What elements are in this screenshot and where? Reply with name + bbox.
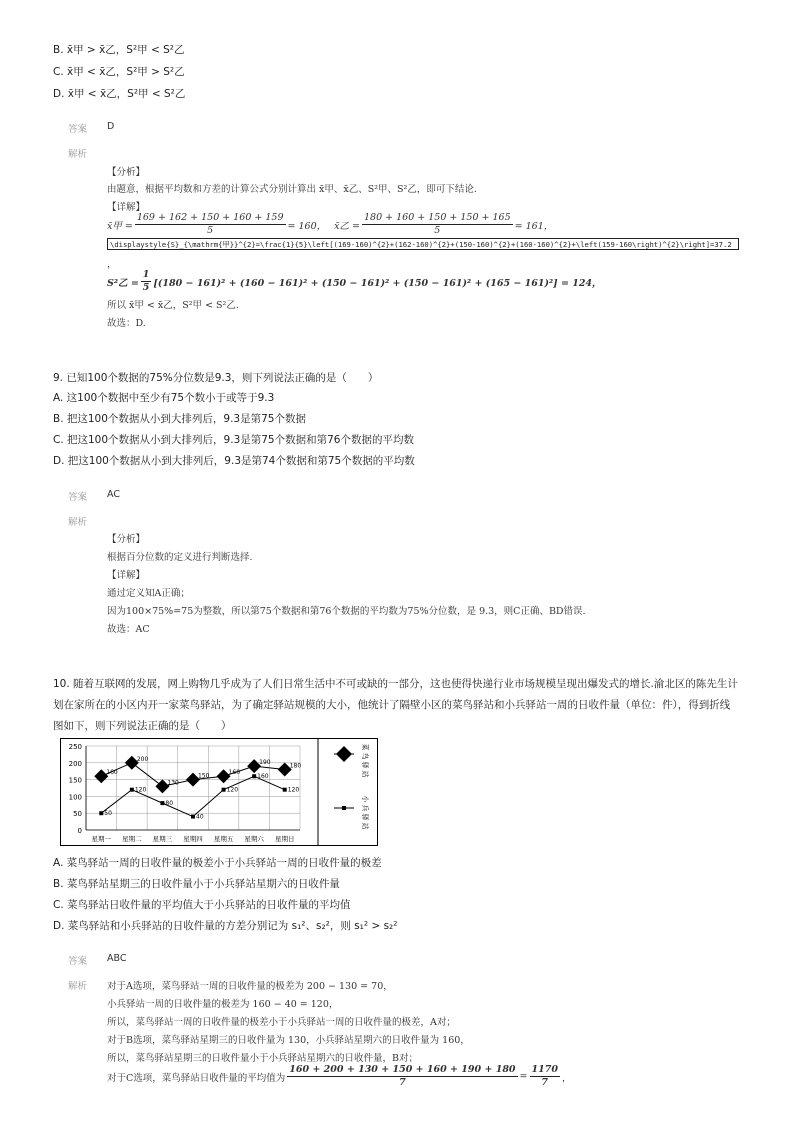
data-label: 160 xyxy=(257,773,269,781)
q9-analysis-label: 解析 xyxy=(68,517,88,528)
q10-avg-num: 160 + 200 + 130 + 150 + 160 + 190 + 180 xyxy=(289,1064,516,1075)
data-label: 160 xyxy=(228,769,241,777)
x-tick-label: 星期三 xyxy=(152,835,173,843)
data-label: 80 xyxy=(165,800,174,808)
q10-stem-line-1: 10. 随着互联网的发展，网上购物几乎成为了人们日常生活中不可或缺的一部分，这也使得快递行业市场规模呈现出爆发式的增长.渝北区的陈先生计 xyxy=(53,678,738,690)
q10-option-b: B. 菜鸟驿站星期三的日收件量小于小兵驿站星期六的日收件量 xyxy=(53,878,340,890)
q8-fenxi-heading: 【分析】 xyxy=(107,167,146,178)
q8-so-line: 所以 x̄甲 < x̄乙，S²甲 < S²乙. xyxy=(107,300,239,311)
q9-option-d: D. 把这100个数据从小到大排列后，9.3是第74个数据和第75个数据的平均数 xyxy=(53,455,415,467)
q10-option-d: D. 菜鸟驿站和小兵驿站的日收件量的方差分别记为 s₁²、s₂²，则 s₁² > s₂² xyxy=(53,920,398,932)
data-label: 40 xyxy=(196,813,204,821)
q10-last-prefix: 对于C选项，菜鸟驿站日收件量的平均值为 xyxy=(107,1072,286,1084)
q9-option-b: B. 把这100个数据从小到大排列后，9.3是第75个数据 xyxy=(53,413,306,425)
mean-num-1: 169 + 162 + 150 + 160 + 159 xyxy=(136,212,284,223)
q10-analysis-label: 解析 xyxy=(68,981,88,992)
q8-option-c: C. x̄甲 < x̄乙，S²甲 > S²乙 xyxy=(53,66,185,78)
square-marker xyxy=(130,788,134,792)
mean-fraction-1 xyxy=(135,212,286,237)
y-tick-label: 200 xyxy=(68,759,82,768)
legend-label-char: 鸟 xyxy=(361,752,369,760)
square-marker xyxy=(283,788,287,792)
q8-analysis-label: 解析 xyxy=(68,149,88,160)
x-tick-label: 星期二 xyxy=(122,835,142,843)
square-marker xyxy=(222,788,226,792)
q10-last-end: ， xyxy=(561,1072,572,1084)
legend-label-char: 菜 xyxy=(361,743,369,751)
q10-avg-num-2: 1170 xyxy=(531,1064,558,1075)
legend-label-char: 兵 xyxy=(361,804,369,812)
q10-option-c: C. 菜鸟驿站日收件量的平均值大于小兵驿站的日收件量的平均值 xyxy=(53,899,351,911)
data-label: 120 xyxy=(287,786,300,794)
q10-line-3: 所以，菜鸟驿站一周的日收件量的极差小于小兵驿站一周的日收件量的极差，A对； xyxy=(107,1017,456,1028)
q9-answer: AC xyxy=(107,489,120,500)
q10-stem-line-3: 图如下，则下列说法正确的是（ ） xyxy=(53,720,232,732)
q8-fenxi-text: 由题意，根据平均数和方差的计算公式分别计算出 x̄甲、x̄乙、S²甲、S²乙，即可下结论. xyxy=(107,184,477,195)
q10-option-a: A. 菜鸟驿站一周的日收件量的极差小于小兵驿站一周的日收件量的极差 xyxy=(53,857,382,869)
q10-avg-eq: = xyxy=(519,1071,528,1082)
y-tick-label: 50 xyxy=(73,810,82,819)
line-chart xyxy=(60,738,378,846)
mean-res-1: = 160， xyxy=(287,220,327,232)
legend-label-char: 小 xyxy=(361,795,369,803)
var-left-label: S²乙 = xyxy=(107,277,139,289)
data-label: 180 xyxy=(289,762,302,770)
q9-option-a: A. 这100个数据中至少有75个数小于或等于9.3 xyxy=(53,392,275,404)
mean-left-label: x̄甲 = xyxy=(107,220,133,232)
var-frac-num: 1 xyxy=(142,269,150,280)
data-label: 120 xyxy=(134,786,147,794)
q10-line-2: 小兵驿站一周的日收件量的极差为 160 − 40 = 120， xyxy=(107,999,339,1010)
q8-answer-label: 答案 xyxy=(68,124,88,135)
q10-line-1: 对于A选项，菜鸟驿站一周的日收件量的极差为 200 − 130 = 70， xyxy=(107,981,393,992)
q10-answer-label: 答案 xyxy=(68,956,88,967)
q9-stem: 9. 已知100个数据的75%分位数是9.3，则下列说法正确的是（ ） xyxy=(53,372,379,384)
mean-den-2: 5 xyxy=(434,225,441,236)
q9-fenxi-text: 根据百分位数的定义进行判断选择. xyxy=(107,552,253,563)
q9-line-1: 通过定义知A正确； xyxy=(107,588,190,599)
y-tick-label: 250 xyxy=(68,743,82,751)
square-marker xyxy=(252,774,256,778)
q9-line-2: 因为100×75%=75为整数，所以第75个数据和第76个数据的平均数为75%分位数，是 9.3，则C正确、BD错误. xyxy=(107,606,586,617)
q8-xiangjie-heading: 【详解】 xyxy=(107,202,146,213)
q10-avg-den-2: 7 xyxy=(541,1077,549,1088)
data-label: 120 xyxy=(226,786,239,794)
var-body: [(180 − 161)² + (160 − 161)² + (150 − 161)² + (150 − 161)² + (165 − 161)²] = 124， xyxy=(153,277,602,289)
q10-avg-fraction xyxy=(287,1064,517,1089)
x-tick-label: 星期一 xyxy=(91,835,112,843)
q8-option-d: D. x̄甲 < x̄乙，S²甲 < S²乙 xyxy=(53,88,186,100)
mean-res-2: = 161， xyxy=(514,220,554,232)
legend-label-char: 驿 xyxy=(361,813,369,821)
x-tick-label: 星期五 xyxy=(213,835,234,843)
y-tick-label: 0 xyxy=(77,827,82,835)
legend-label-char: 驿 xyxy=(361,761,369,769)
q10-line-5: 所以，菜鸟驿站星期三的日收件量小于小兵驿站星期六的日收件量，B对； xyxy=(107,1053,418,1064)
q9-fenxi-heading: 【分析】 xyxy=(107,534,146,545)
q10-avg-den: 7 xyxy=(399,1077,406,1088)
q8-comma: ， xyxy=(107,259,117,270)
q10-line-4: 对于B选项，菜鸟驿站星期三的日收件量为 130，小兵驿站星期六的日收件量为 160， xyxy=(107,1035,470,1046)
legend-label-char: 站 xyxy=(361,770,369,778)
q9-xiangjie-heading: 【详解】 xyxy=(107,570,146,581)
legend-square-marker xyxy=(342,806,346,810)
mean-mid-label: x̄乙 = xyxy=(334,220,360,232)
raw-latex-box: \displaystyle{S}_{\mathrm{甲}}^{2}=\frac{1}{5}\left[(169-160)^{2}+(162-160)^{2}+(150-160)^{2}+(160-160)^{2}+\left(159-160\right)^{2}\right]=37.2 xyxy=(107,238,739,250)
q8-answer: D xyxy=(107,121,115,132)
q8-choose: 故选：D. xyxy=(107,318,146,329)
q9-option-c: C. 把这100个数据从小到大排列后，9.3是第75个数据和第76个数据的平均数 xyxy=(53,434,414,446)
data-label: 130 xyxy=(167,779,179,787)
q10-answer: ABC xyxy=(107,953,127,964)
q9-choose: 故选：AC xyxy=(107,624,150,635)
q10-line-6 xyxy=(107,1064,571,1089)
legend-label-char: 站 xyxy=(361,822,369,830)
x-tick-label: 星期日 xyxy=(274,835,295,843)
q9-answer-label: 答案 xyxy=(68,492,88,503)
data-label: 150 xyxy=(198,772,210,780)
square-marker xyxy=(160,801,164,805)
var-fraction xyxy=(141,269,152,294)
q8-option-b: B. x̄甲 > x̄乙，S²甲 < S²乙 xyxy=(53,44,185,56)
q8-mean-equations xyxy=(107,212,553,237)
y-tick-label: 100 xyxy=(68,793,82,802)
mean-fraction-2 xyxy=(362,212,513,237)
x-tick-label: 星期六 xyxy=(244,835,264,843)
q8-variance-equation xyxy=(107,269,602,294)
mean-den-1: 5 xyxy=(207,225,214,236)
data-label: 190 xyxy=(259,759,271,767)
square-marker xyxy=(99,811,103,815)
x-tick-label: 星期四 xyxy=(183,835,203,843)
var-frac-den: 5 xyxy=(142,282,150,293)
data-label: 50 xyxy=(104,810,112,818)
square-marker xyxy=(191,815,195,819)
y-tick-label: 150 xyxy=(68,776,82,785)
chart-frame xyxy=(61,739,378,846)
q10-stem-line-2: 划在家所在的小区内开一家菜鸟驿站，为了确定驿站规模的大小，他统计了隔壁小区的菜鸟驿站和小兵驿站一周的日收件量（单位：件），得到折线 xyxy=(53,699,731,711)
mean-num-2: 180 + 160 + 150 + 150 + 165 xyxy=(363,212,511,223)
data-label: 200 xyxy=(136,755,149,763)
data-label: 160 xyxy=(106,769,118,777)
q10-avg-fraction-2 xyxy=(530,1064,560,1089)
